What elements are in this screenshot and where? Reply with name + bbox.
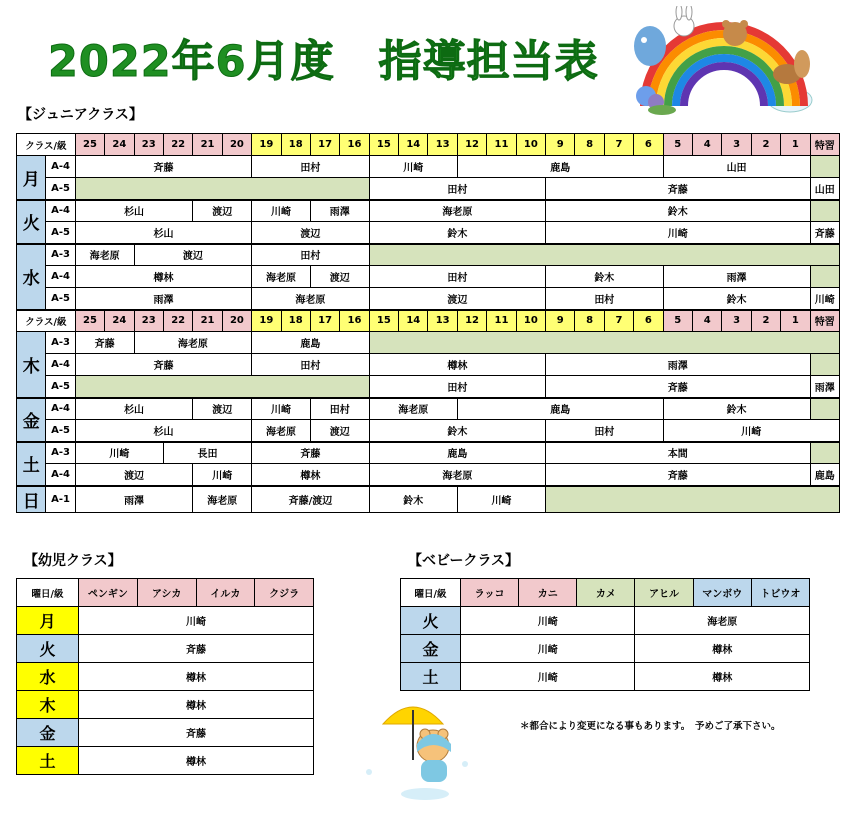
instructor-cell: 海老原 (369, 464, 545, 486)
instructor-cell: 渡辺 (252, 222, 370, 244)
class-label: A-5 (46, 420, 75, 442)
instructor-cell: 川崎 (369, 156, 457, 178)
schedule-row (17, 266, 840, 288)
schedule-row (17, 332, 840, 354)
instructor-cell: 鈴木 (369, 486, 457, 513)
day-tuesday: 火 (17, 200, 46, 244)
instructor-cell: 海老原 (252, 266, 311, 288)
youji-row (17, 719, 314, 747)
youji-row (17, 607, 314, 635)
schedule-row (17, 200, 840, 222)
instructor-cell: 川崎 (663, 420, 839, 442)
youji-row (17, 663, 314, 691)
baby-header-row (401, 579, 810, 607)
blank-cell (810, 156, 839, 178)
class-label: A-3 (46, 244, 75, 266)
class-column-header: カメ (577, 579, 635, 607)
instructor-cell: 鈴木 (663, 398, 810, 420)
grade-cell: 24 (105, 310, 134, 332)
instructor-cell: 海老原 (369, 398, 457, 420)
instructor-cell: 海老原 (134, 332, 252, 354)
grade-cell: 3 (722, 310, 751, 332)
blank-cell (810, 200, 839, 222)
class-label: A-5 (46, 376, 75, 398)
instructor-cell: 杉山 (75, 222, 251, 244)
grade-cell: 23 (134, 134, 163, 156)
instructor-cell: 斉藤 (75, 354, 251, 376)
class-label: A-4 (46, 464, 75, 486)
instructor-cell: 樽林 (79, 747, 314, 775)
instructor-cell: 杉山 (75, 200, 193, 222)
instructor-cell: 鹿島 (810, 464, 839, 486)
grade-cell: 13 (428, 310, 457, 332)
instructor-cell: 斉藤/渡辺 (252, 486, 370, 513)
instructor-cell: 田村 (252, 156, 370, 178)
grade-cell: 5 (663, 134, 692, 156)
grade-cell: 16 (340, 134, 369, 156)
blank-cell (369, 244, 839, 266)
instructor-cell: 田村 (369, 376, 545, 398)
class-column-header: イルカ (196, 579, 255, 607)
instructor-cell: 川崎 (252, 398, 311, 420)
instructor-cell: 樽林 (79, 663, 314, 691)
grade-cell: 18 (281, 134, 310, 156)
grade-cell: 8 (575, 134, 604, 156)
instructor-cell: 海老原 (369, 200, 545, 222)
class-column-header: マンボウ (693, 579, 751, 607)
schedule-row (17, 244, 840, 266)
grade-header-row (17, 310, 840, 332)
grade-cell: 8 (575, 310, 604, 332)
grade-cell: 7 (604, 310, 633, 332)
grade-cell: 25 (75, 134, 104, 156)
instructor-cell: 雨澤 (546, 354, 811, 376)
grade-cell: 24 (105, 134, 134, 156)
grade-cell: 18 (281, 310, 310, 332)
grade-cell: 15 (369, 134, 398, 156)
header-label: クラス/級 (17, 310, 76, 332)
instructor-cell: 鹿島 (252, 332, 370, 354)
instructor-cell: 鈴木 (369, 222, 545, 244)
instructor-cell: 杉山 (75, 398, 193, 420)
schedule-row (17, 354, 840, 376)
instructor-cell: 長田 (163, 442, 251, 464)
class-label: A-5 (46, 288, 75, 310)
schedule-row (17, 156, 840, 178)
instructor-cell: 雨澤 (75, 288, 251, 310)
instructor-cell: 川崎 (252, 200, 311, 222)
instructor-cell: 斉藤 (546, 178, 811, 200)
instructor-cell: 川崎 (461, 607, 635, 635)
schedule-row (17, 178, 840, 200)
grade-cell: 21 (193, 310, 222, 332)
instructor-cell: 渡辺 (310, 420, 369, 442)
grade-cell: 20 (222, 310, 251, 332)
class-column-header: アシカ (137, 579, 196, 607)
day-wednesday: 水 (17, 244, 46, 310)
instructor-cell: 海老原 (193, 486, 252, 513)
class-label: A-4 (46, 354, 75, 376)
blank-cell (810, 354, 839, 376)
grade-cell: 9 (546, 310, 575, 332)
grade-cell: 25 (75, 310, 104, 332)
header-label: 曜日/級 (401, 579, 461, 607)
class-column-header: カニ (519, 579, 577, 607)
instructor-cell: 山田 (810, 178, 839, 200)
junior-section-title: 【ジュニアクラス】 (18, 107, 143, 123)
page-title: 2022年6月度 指導担当表 (48, 37, 599, 87)
blank-cell (810, 398, 839, 420)
schedule-row (17, 486, 840, 513)
day-label: 金 (17, 719, 79, 747)
day-label: 木 (17, 691, 79, 719)
blank-cell (810, 266, 839, 288)
youji-schedule-table (16, 578, 314, 775)
grade-cell: 16 (340, 310, 369, 332)
instructor-cell: 川崎 (461, 663, 635, 691)
day-label: 土 (401, 663, 461, 691)
instructor-cell: 川崎 (457, 486, 545, 513)
grade-cell: 1 (781, 134, 810, 156)
instructor-cell: 樽林 (252, 464, 370, 486)
grade-cell: 19 (252, 310, 281, 332)
day-label: 月 (17, 607, 79, 635)
instructor-cell: 樽林 (369, 354, 545, 376)
youji-section-title: 【幼児クラス】 (24, 553, 122, 569)
grade-cell: 22 (163, 134, 192, 156)
class-label: A-4 (46, 398, 75, 420)
grade-cell: 10 (516, 310, 545, 332)
grade-cell: 21 (193, 134, 222, 156)
grade-cell: 1 (781, 310, 810, 332)
instructor-cell: 斉藤 (810, 222, 839, 244)
schedule-row (17, 442, 840, 464)
blank-cell (810, 442, 839, 464)
header-label: 曜日/級 (17, 579, 79, 607)
grade-cell: 10 (516, 134, 545, 156)
baby-row (401, 635, 810, 663)
grade-cell: 17 (310, 310, 339, 332)
instructor-cell: 雨澤 (663, 266, 810, 288)
instructor-cell: 川崎 (810, 288, 839, 310)
class-label: A-3 (46, 332, 75, 354)
instructor-cell: 斉藤 (75, 332, 134, 354)
instructor-cell: 斉藤 (546, 464, 811, 486)
baby-row (401, 663, 810, 691)
notice-text: ＊都合により変更になる事もあります。 予めご了承下さい。 (520, 721, 781, 732)
instructor-cell: 鹿島 (369, 442, 545, 464)
instructor-cell: 斉藤 (546, 376, 811, 398)
grade-cell: 19 (252, 134, 281, 156)
schedule-row (17, 376, 840, 398)
grade-cell: 6 (634, 310, 663, 332)
class-label: A-5 (46, 222, 75, 244)
schedule-row (17, 222, 840, 244)
day-label: 金 (401, 635, 461, 663)
grade-cell: 17 (310, 134, 339, 156)
instructor-cell: 斉藤 (252, 442, 370, 464)
class-column-header: ペンギン (79, 579, 138, 607)
schedule-row (17, 464, 840, 486)
class-label: A-4 (46, 156, 75, 178)
instructor-cell: 田村 (546, 420, 664, 442)
instructor-cell: 樽林 (75, 266, 251, 288)
grade-cell: 12 (457, 310, 486, 332)
day-thursday: 木 (17, 332, 46, 398)
grade-cell: 4 (692, 310, 721, 332)
instructor-cell: 鹿島 (457, 398, 663, 420)
grade-cell: 6 (634, 134, 663, 156)
day-label: 火 (401, 607, 461, 635)
grade-cell: 14 (399, 310, 428, 332)
day-friday: 金 (17, 398, 46, 442)
instructor-cell: 川崎 (461, 635, 635, 663)
instructor-cell: 本間 (546, 442, 811, 464)
blank-cell (75, 178, 369, 200)
grade-cell: 13 (428, 134, 457, 156)
instructor-cell: 斉藤 (75, 156, 251, 178)
grade-cell: 2 (751, 134, 780, 156)
instructor-cell: 渡辺 (134, 244, 252, 266)
instructor-cell: 斉藤 (79, 635, 314, 663)
instructor-cell: 渡辺 (193, 200, 252, 222)
instructor-cell: 鈴木 (546, 200, 811, 222)
instructor-cell: 山田 (663, 156, 810, 178)
grade-cell: 22 (163, 310, 192, 332)
grade-cell: 2 (751, 310, 780, 332)
grade-cell: 4 (692, 134, 721, 156)
grade-cell: 11 (487, 134, 516, 156)
grade-cell: 3 (722, 134, 751, 156)
instructor-cell: 川崎 (75, 442, 163, 464)
instructor-cell: 渡辺 (369, 288, 545, 310)
instructor-cell: 鈴木 (369, 420, 545, 442)
instructor-cell: 鈴木 (663, 288, 810, 310)
day-monday: 月 (17, 156, 46, 200)
instructor-cell: 杉山 (75, 420, 251, 442)
schedule-row (17, 398, 840, 420)
grade-cell: 12 (457, 134, 486, 156)
grade-cell: 14 (399, 134, 428, 156)
day-saturday: 土 (17, 442, 46, 486)
instructor-cell: 川崎 (79, 607, 314, 635)
instructor-cell: 川崎 (546, 222, 811, 244)
grade-cell: 11 (487, 310, 516, 332)
instructor-cell: 海老原 (252, 420, 311, 442)
instructor-cell: 川崎 (193, 464, 252, 486)
class-label: A-1 (46, 486, 75, 513)
day-label: 火 (17, 635, 79, 663)
baby-schedule-table (400, 578, 810, 691)
baby-row (401, 607, 810, 635)
class-column-header: ラッコ (461, 579, 519, 607)
instructor-cell: 鈴木 (546, 266, 664, 288)
day-label: 水 (17, 663, 79, 691)
instructor-cell: 海老原 (75, 244, 134, 266)
instructor-cell: 雨澤 (310, 200, 369, 222)
instructor-cell: 渡辺 (310, 266, 369, 288)
instructor-cell: 田村 (252, 244, 370, 266)
instructor-cell: 田村 (369, 178, 545, 200)
grade-cell: 5 (663, 310, 692, 332)
instructor-cell: 樽林 (79, 691, 314, 719)
youji-row (17, 747, 314, 775)
instructor-cell: 田村 (310, 398, 369, 420)
class-label: A-5 (46, 178, 75, 200)
grade-cell: 23 (134, 310, 163, 332)
baby-section-title: 【ベビークラス】 (408, 553, 520, 569)
class-column-header: アヒル (635, 579, 693, 607)
instructor-cell: 樽林 (635, 663, 810, 691)
junior-schedule-table (16, 133, 840, 513)
instructor-cell: 雨澤 (810, 376, 839, 398)
class-label: A-3 (46, 442, 75, 464)
day-label: 土 (17, 747, 79, 775)
header-label: クラス/級 (17, 134, 76, 156)
instructor-cell: 鹿島 (457, 156, 663, 178)
blank-cell (369, 332, 839, 354)
instructor-cell: 樽林 (635, 635, 810, 663)
instructor-cell: 雨澤 (75, 486, 193, 513)
bear-umbrella-illustration (355, 694, 485, 804)
instructor-cell: 海老原 (252, 288, 370, 310)
instructor-cell: 田村 (546, 288, 664, 310)
day-sunday: 日 (17, 486, 46, 513)
blank-cell (75, 376, 369, 398)
grade-cell: 9 (546, 134, 575, 156)
blank-cell (546, 486, 840, 513)
instructor-cell: 渡辺 (75, 464, 193, 486)
class-label: A-4 (46, 200, 75, 222)
youji-row (17, 635, 314, 663)
instructor-cell: 渡辺 (193, 398, 252, 420)
schedule-row (17, 420, 840, 442)
grade-cell: 15 (369, 310, 398, 332)
youji-row (17, 691, 314, 719)
grade-cell: 20 (222, 134, 251, 156)
class-column-header: トビウオ (751, 579, 809, 607)
youji-header-row (17, 579, 314, 607)
grade-cell: 特習 (810, 134, 839, 156)
schedule-row (17, 288, 840, 310)
grade-cell: 特習 (810, 310, 839, 332)
rainbow-animals-illustration (622, 6, 822, 118)
class-column-header: クジラ (255, 579, 314, 607)
instructor-cell: 田村 (252, 354, 370, 376)
class-label: A-4 (46, 266, 75, 288)
instructor-cell: 斉藤 (79, 719, 314, 747)
grade-header-row (17, 134, 840, 156)
instructor-cell: 田村 (369, 266, 545, 288)
instructor-cell: 海老原 (635, 607, 810, 635)
grade-cell: 7 (604, 134, 633, 156)
